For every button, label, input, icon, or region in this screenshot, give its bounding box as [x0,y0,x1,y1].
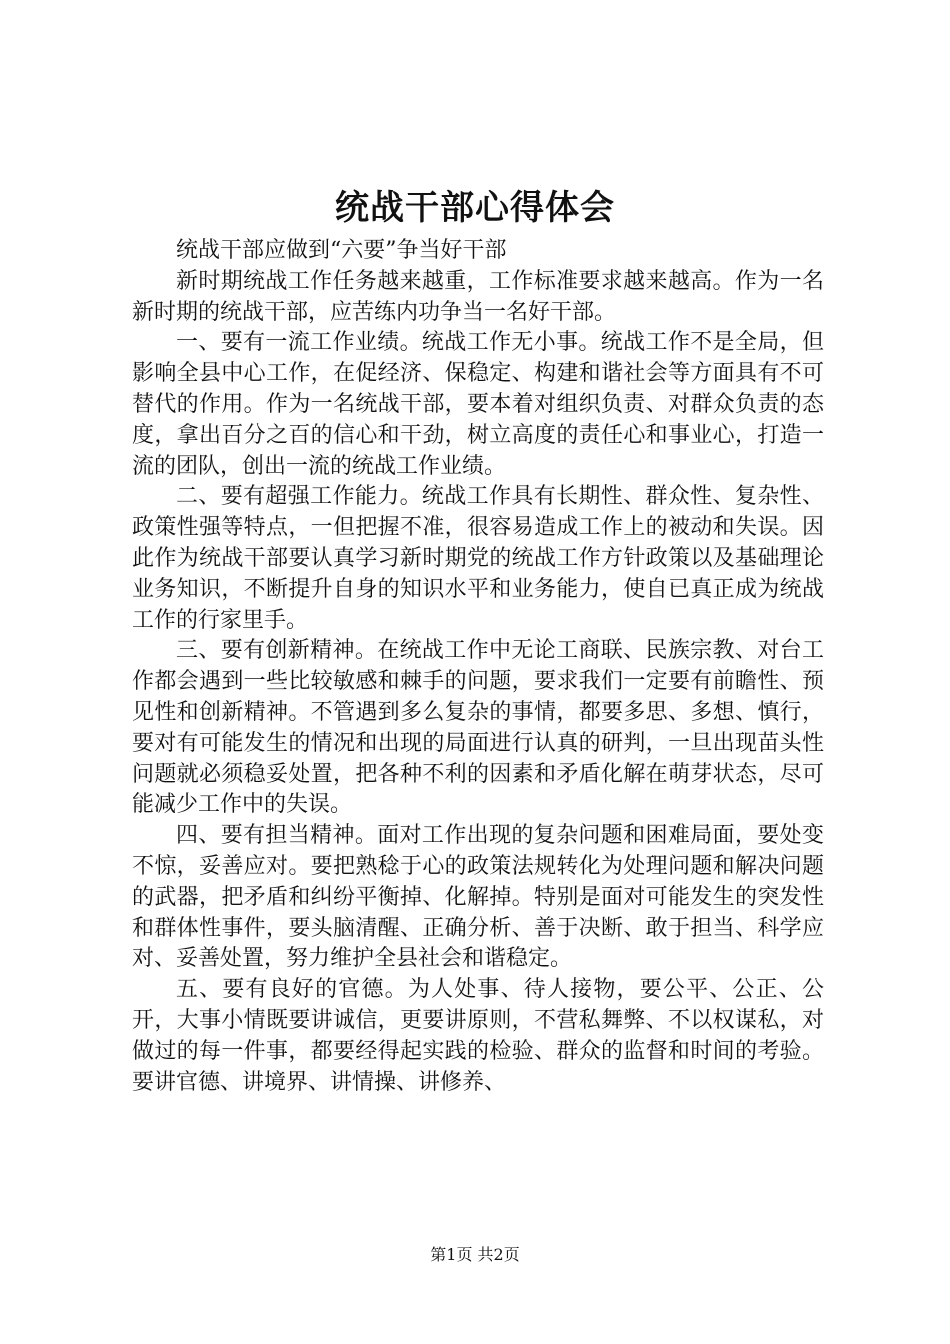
paragraph-point-4: 四、要有担当精神。面对工作出现的复杂问题和困难局面，要处变不惊，妥善应对。要把熟稔于心的政策法规转化为处理问题和解决问题的武器，把矛盾和纠纷平衡掉、化解掉。特别是面对可能发生的突发性和群体性事件，要头脑清醒、正确分析、善于决断、敢于担当、科学应对、妥善处置，努力维护全县社会和谐稳定。 [132,823,824,972]
paragraph-point-2: 二、要有超强工作能力。统战工作具有长期性、群众性、复杂性、政策性强等特点，一但把握不准，很容易造成工作上的被动和失误。因此作为统战干部要认真学习新时期党的统战工作方针政策以及基础理论业务知识，不断提升自身的知识水平和业务能力，使自已真正成为统战工作的行家里手。 [132,484,824,633]
document-title: 统战干部心得体会 [335,188,615,228]
paragraph-subtitle: 统战干部应做到“六要”争当好干部 [176,238,507,263]
paragraph-intro: 新时期统战工作任务越来越重，工作标准要求越来越高。作为一名新时期的统战干部，应苦练内功争当一名好干部。 [132,268,824,325]
document-body [132,236,824,1098]
paragraph-point-3: 三、要有创新精神。在统战工作中无论工商联、民族宗教、对台工作都会遇到一些比较敏感和棘手的问题，要求我们一定要有前瞻性、预见性和创新精神。不管遇到多么复杂的事情，都要多思、多想、慎行，要对有可能发生的情况和出现的局面进行认真的研判，一旦出现苗头性问题就必须稳妥处置，把各种不利的因素和矛盾化解在萌芽状态，尽可能减少工作中的失误。 [132,638,824,818]
paragraph-point-5: 五、要有良好的官德。为人处事、待人接物，要公平、公正、公开，大事小情既要讲诚信，更要讲原则，不营私舞弊、不以权谋私，对做过的每一件事，都要经得起实践的检验、群众的监督和时间的考验。要讲官德、讲境界、讲情操、讲修养、 [132,977,824,1095]
paragraph-point-1: 一、要有一流工作业绩。统战工作无小事。统战工作不是全局，但影响全县中心工作，在促经济、保稳定、构建和谐社会等方面具有不可替代的作用。作为一名统战干部，要本着对组织负责、对群众负责的态度，拿出百分之百的信心和干劲，树立高度的责任心和事业心，打造一流的团队，创出一流的统战工作业绩。 [132,330,824,479]
page-footer: 第1页 共2页 [430,1245,520,1264]
